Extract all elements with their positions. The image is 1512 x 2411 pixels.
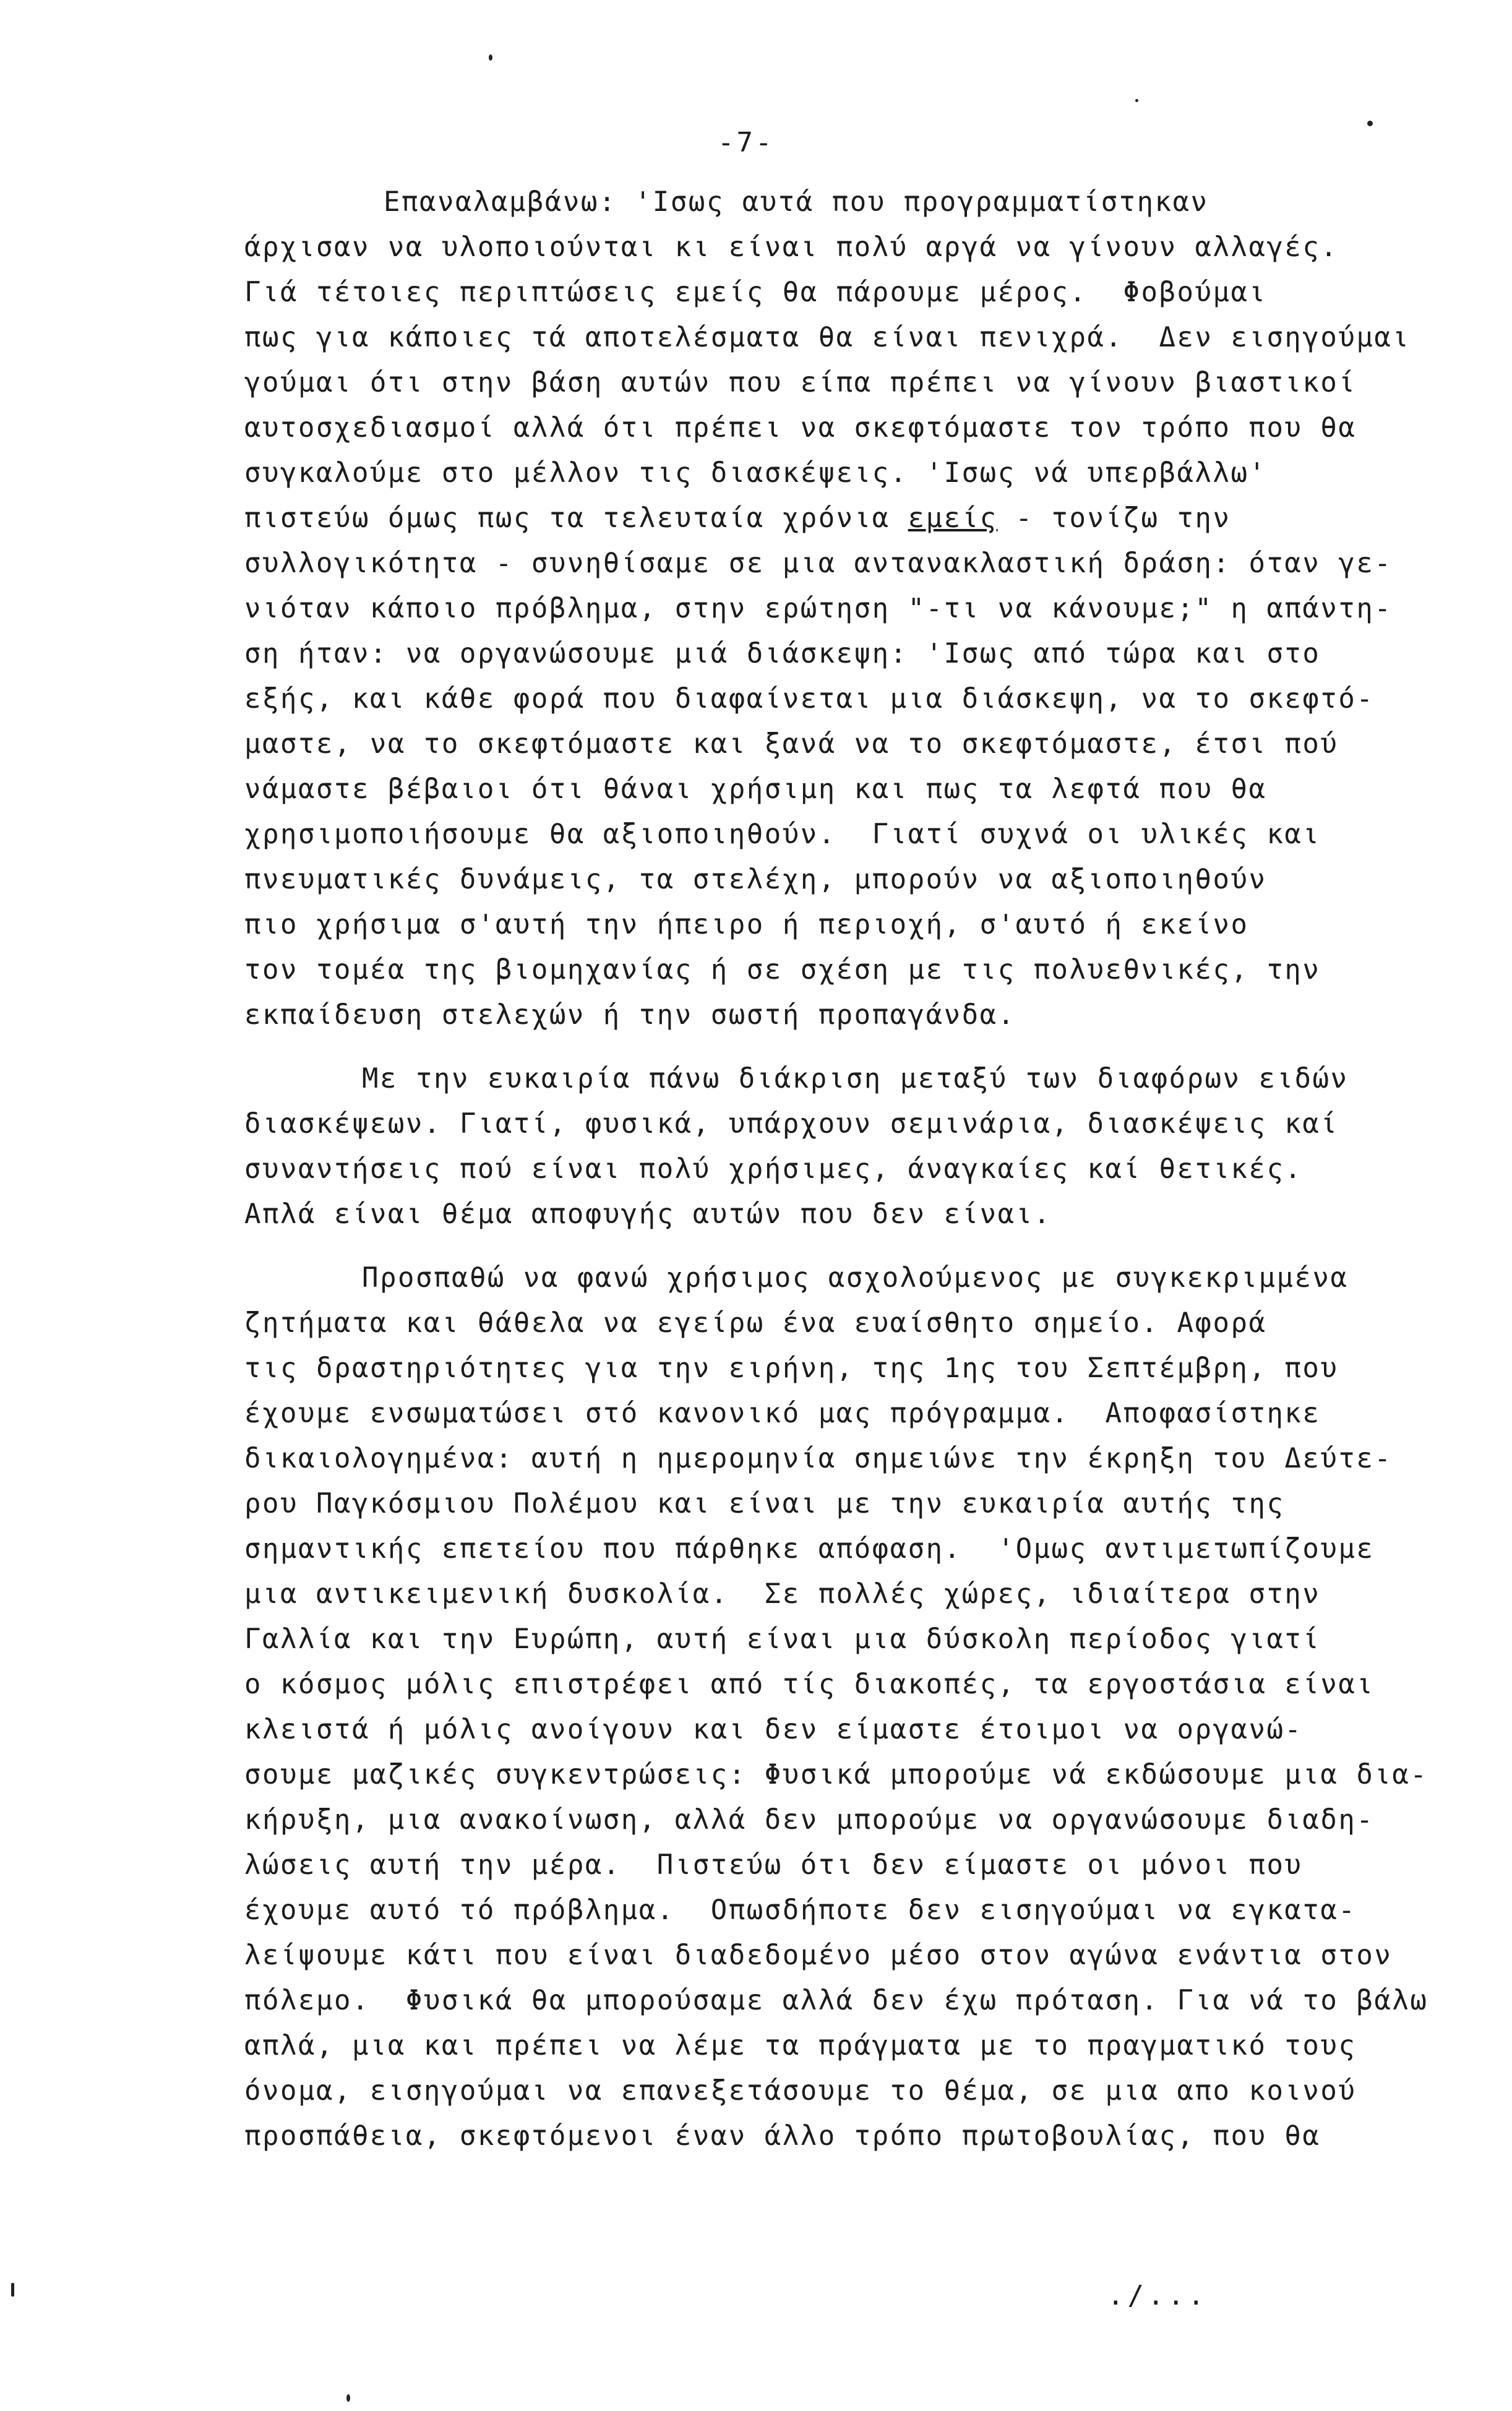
- text-line: πιο χρήσιμα σ'αυτή την ήπειρο ή περιοχή, σ'αυτό ή εκείνο: [244, 909, 1249, 940]
- text-line: μια αντικειμενική δυσκολία. Σε πολλές χώρες, ιδιαίτερα στην: [244, 1578, 1321, 1610]
- text-line: δικαιολογημένα: αυτή η ημερομηνία σημειώνε την έκρηξη του Δεύτε-: [244, 1443, 1393, 1474]
- text-line: συναντήσεις πού είναι πολύ χρήσιμες, άναγκαίες καί θετικές.: [244, 1153, 1303, 1185]
- scan-speck: [11, 2283, 14, 2297]
- text-line: σημαντικής επετείου που πάρθηκε απόφαση. 'Ομως αντιμετωπίζουμε: [244, 1533, 1375, 1565]
- text-line: Γαλλία και την Ευρώπη, αυτή είναι μια δύσκολη περίοδος γιατί: [244, 1623, 1321, 1655]
- scan-speck: [1367, 121, 1373, 126]
- text-line: διασκέψεων. Γιατί, φυσικά, υπάρχουν σεμινάρια, διασκέψεις καί: [244, 1108, 1339, 1140]
- body-text: [244, 179, 1475, 2159]
- text-line: μαστε, να το σκεφτόμαστε και ξανά να το σκεφτόμαστε, έτσι πού: [244, 728, 1339, 760]
- text-line: Γιά τέτοιες περιπτώσεις εμείς θα πάρουμε μέρος. Φοβούμαι: [244, 277, 1267, 308]
- text-line: τις δραστηριότητες για την ειρήνη, της 1ης του Σεπτέμβρη, που: [244, 1352, 1339, 1384]
- text-line: έχουμε ενσωματώσει στό κανονικό μας πρόγραμμα. Αποφασίστηκε: [244, 1398, 1321, 1429]
- scan-speck: [1135, 99, 1138, 102]
- text-line: λώσεις αυτή την μέρα. Πιστεύω ότι δεν είμαστε οι μόνοι που: [244, 1849, 1303, 1881]
- text-line: αυτοσχεδιασμοί αλλά ότι πρέπει να σκεφτόμαστε τον τρόπο που θα: [244, 412, 1357, 444]
- text-line: Επαναλαμβάνω: 'Ισως αυτά που προγραμματίστηκαν: [384, 186, 1209, 218]
- scan-speck: [346, 2394, 350, 2402]
- underlined-emphasis: εμείς: [908, 502, 998, 534]
- text-line: πνευματικές δυνάμεις, τα στελέχη, μπορούν να αξιοποιηθούν: [244, 864, 1267, 895]
- text-line: ο κόσμος μόλις επιστρέφει από τίς διακοπές, τα εργοστάσια είναι: [244, 1669, 1375, 1700]
- text-line: έχουμε αυτό τό πρόβλημα. Οπωσδήποτε δεν εισηγούμαι να εγκατα-: [244, 1894, 1357, 1926]
- paragraph: [244, 1056, 1475, 1237]
- text-line: Απλά είναι θέμα αποφυγής αυτών που δεν είναι.: [244, 1198, 1052, 1230]
- text-line: ση ήταν: να οργανώσουμε μιά διάσκεψη: 'Ισως από τώρα και στο: [244, 638, 1321, 669]
- scan-speck: [489, 54, 492, 61]
- text-line: εξής, και κάθε φορά που διαφαίνεται μια διάσκεψη, να το σκεφτό-: [244, 683, 1375, 715]
- text-line: Προσπαθώ να φανώ χρήσιμος ασχολούμενος με συγκεκριμμένα: [362, 1262, 1349, 1294]
- text-line: σουμε μαζικές συγκεντρώσεις: Φυσικά μπορούμε νά εκδώσουμε μια δια-: [244, 1759, 1428, 1790]
- paragraph: [244, 1255, 1475, 2159]
- text-line: ρου Παγκόσμιου Πολέμου και είναι με την ευκαιρία αυτής της: [244, 1488, 1285, 1519]
- text-line: προσπάθεια, σκεφτόμενοι έναν άλλο τρόπο πρωτοβουλίας, που θα: [244, 2120, 1321, 2152]
- text-line: πως για κάποιες τά αποτελέσματα θα είναι πενιχρά. Δεν εισηγούμαι: [244, 322, 1411, 353]
- text-line: συγκαλούμε στο μέλλον τις διασκέψεις. 'Ισως νά υπερβάλλω': [244, 457, 1267, 489]
- text-line: όνομα, εισηγούμαι να επανεξετάσουμε το θέμα, σε μια απο κοινού: [244, 2075, 1357, 2107]
- text-line: πιστεύω όμως πως τα τελευταία χρόνια εμείς - τονίζω την: [244, 502, 1231, 534]
- text-line: πόλεμο. Φυσικά θα μπορούσαμε αλλά δεν έχω πρόταση. Για νά το βάλω: [244, 1985, 1428, 2016]
- text-line: Με την ευκαιρία πάνω διάκριση μεταξύ των διαφόρων ειδών: [362, 1063, 1349, 1094]
- text-line: λείψουμε κάτι που είναι διαδεδομένο μέσο στον αγώνα ενάντια στον: [244, 1940, 1393, 1971]
- page-number: -7-: [718, 127, 775, 158]
- text-line: άρχισαν να υλοποιούνται κι είναι πολύ αργά να γίνουν αλλαγές.: [244, 231, 1339, 263]
- paragraph-gap: [244, 1038, 1475, 1056]
- paragraph-gap: [244, 1237, 1475, 1255]
- text-line: νιόταν κάποιο πρόβλημα, στην ερώτηση "-τι να κάνουμε;" η απάντη-: [244, 593, 1393, 624]
- text-line: εκπαίδευση στελεχών ή την σωστή προπαγάνδα.: [244, 999, 1016, 1031]
- text-line: γούμαι ότι στην βάση αυτών που είπα πρέπει να γίνουν βιαστικοί: [244, 367, 1357, 398]
- text-line: τον τομέα της βιομηχανίας ή σε σχέση με τις πολυεθνικές, την: [244, 954, 1321, 986]
- continuation-mark: ./...: [1107, 2280, 1208, 2311]
- text-line: κήρυξη, μια ανακοίνωση, αλλά δεν μπορούμε να οργανώσουμε διαδη-: [244, 1804, 1375, 1836]
- text-line: κλειστά ή μόλις ανοίγουν και δεν είμαστε έτοιμοι να οργανώ-: [244, 1714, 1303, 1745]
- text-line: ζητήματα και θάθελα να εγείρω ένα ευαίσθητο σημείο. Αφορά: [244, 1307, 1267, 1339]
- paragraph: [244, 179, 1475, 1038]
- text-line: νάμαστε βέβαιοι ότι θάναι χρήσιμη και πως τα λεφτά που θα: [244, 773, 1267, 805]
- text-line: απλά, μια και πρέπει να λέμε τα πράγματα με το πραγματικό τους: [244, 2030, 1357, 2061]
- text-line: συλλογικότητα - συνηθίσαμε σε μια αντανακλαστική δράση: όταν γε-: [244, 548, 1393, 579]
- text-line: χρησιμοποιήσουμε θα αξιοποιηθούν. Γιατί συχνά οι υλικές και: [244, 819, 1321, 850]
